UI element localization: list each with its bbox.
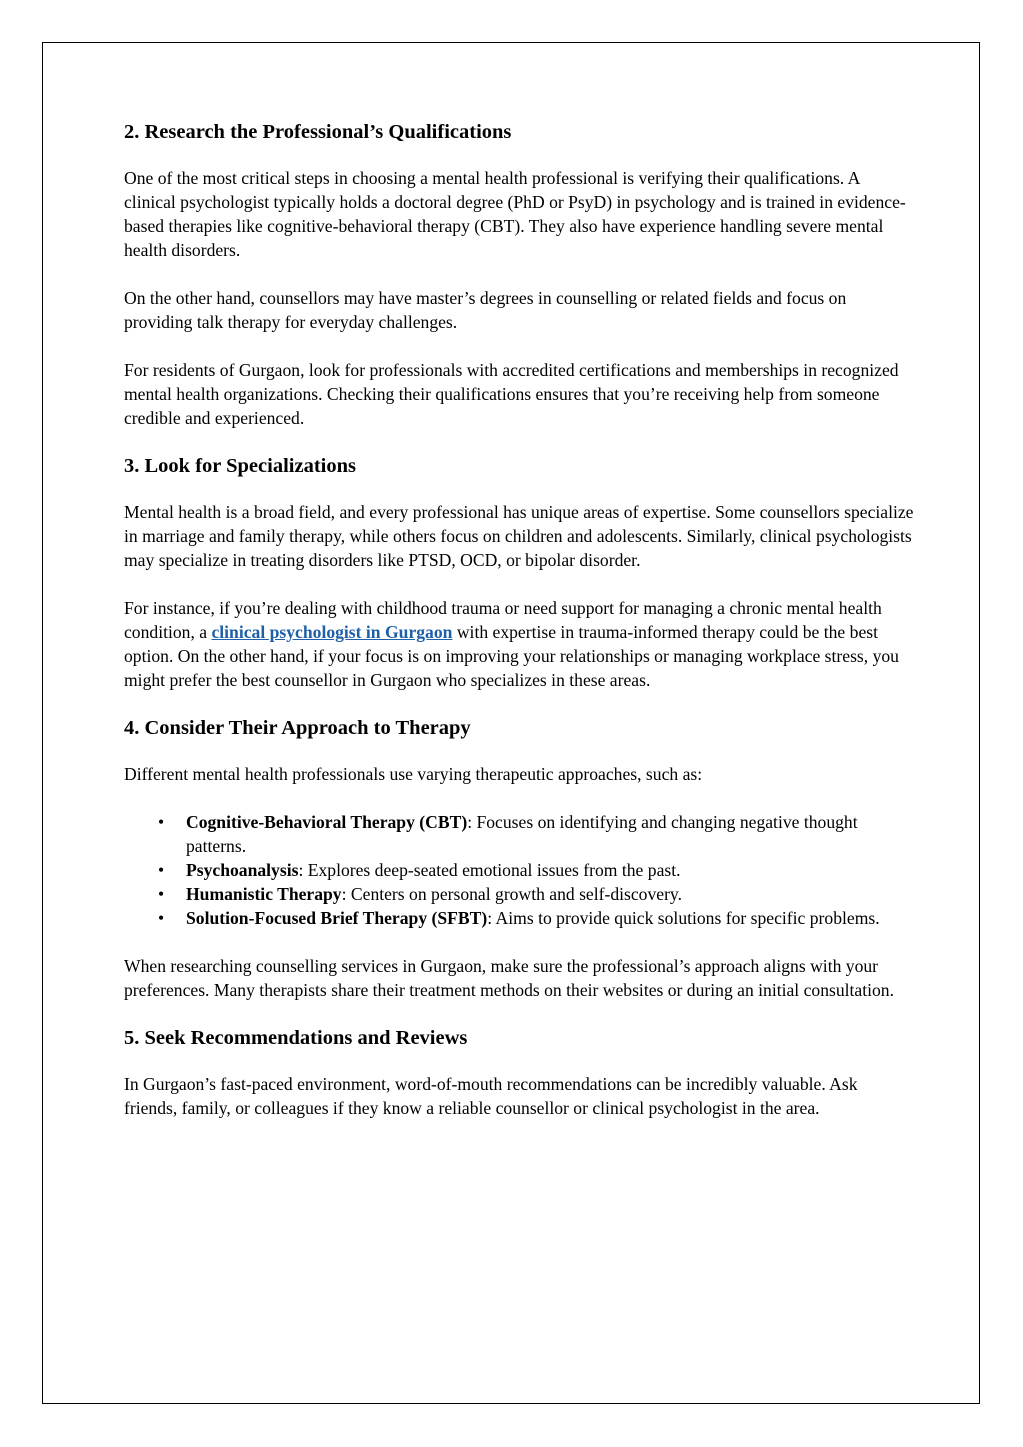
bullet-icon: • [158,860,165,880]
section-heading-qualifications: 2. Research the Professional’s Qualifications [124,121,512,143]
paragraph: For residents of Gurgaon, look for professionals with accredited certifications and memberships in recognized mental health organizations. Checking their qualifications ensures that you’re receiving help from someone credible and experienced. [124,360,899,428]
bullet-icon: • [158,908,165,928]
list-item-term: Humanistic Therapy [186,884,342,904]
link-paragraph-before: For instance, if you’re dealing with childhood trauma or need support for managing a chronic mental health condition, a [124,598,882,642]
paragraph: One of the most critical steps in choosing a mental health professional is verifying their qualifications. A clinical psychologist typically holds a doctoral degree (PhD or PsyD) in psychology and is trained in evidence-based therapies like cognitive-behavioral therapy (CBT). They also have experience handling severe mental health disorders. [124,168,906,260]
list-item-term: Psychoanalysis [186,860,299,880]
clinical-psychologist-link[interactable]: clinical psychologist in Gurgaon [211,622,453,642]
paragraph: When researching counselling services in Gurgaon, make sure the professional’s approach aligns with your preferences. Many therapists share their treatment methods on their websites or during an initial consultation. [124,956,894,1000]
document-content [124,118,914,1120]
list-item-term: Cognitive-Behavioral Therapy (CBT) [186,812,468,832]
section-heading-recommendations: 5. Seek Recommendations and Reviews [124,1027,468,1049]
list-item-desc: : Explores deep-seated emotional issues from the past. [298,860,681,880]
list-item-term: Solution-Focused Brief Therapy (SFBT) [186,908,488,928]
section-heading-approach: 4. Consider Their Approach to Therapy [124,717,471,739]
list-item [158,810,914,858]
paragraph: Different mental health professionals use varying therapeutic approaches, such as: [124,764,703,784]
bullet-icon: • [158,884,165,904]
paragraph-with-link [124,596,914,692]
paragraph: Mental health is a broad field, and every professional has unique areas of expertise. Some counsellors specialize in marriage and family therapy, while others focus on children and adolescents. Similarly, clinical psychologists may specialize in treating disorders like PTSD, OCD, or bipolar disorder. [124,502,914,570]
section-heading-specializations: 3. Look for Specializations [124,455,356,477]
link-paragraph-after: with expertise in trauma-informed therapy could be the best option. On the other hand, if your focus is on improving your relationships or managing workplace stress, you might prefer the best counsellor in Gurgaon who specializes in these areas. [124,622,899,690]
paragraph: On the other hand, counsellors may have master’s degrees in counselling or related fields and focus on providing talk therapy for everyday challenges. [124,288,847,332]
paragraph: In Gurgaon’s fast-paced environment, word-of-mouth recommendations can be incredibly valuable. Ask friends, family, or colleagues if they know a reliable counsellor or clinical psychologist in the area. [124,1074,858,1118]
list-item [158,858,914,882]
list-item-desc: : Aims to provide quick solutions for specific problems. [487,908,880,928]
list-item-desc: : Focuses on identifying and changing negative thought patterns. [186,812,858,856]
list-item [158,906,914,930]
therapy-approach-list [124,810,914,930]
list-item-desc: : Centers on personal growth and self-discovery. [341,884,682,904]
bullet-icon: • [158,812,165,832]
list-item [158,882,914,906]
